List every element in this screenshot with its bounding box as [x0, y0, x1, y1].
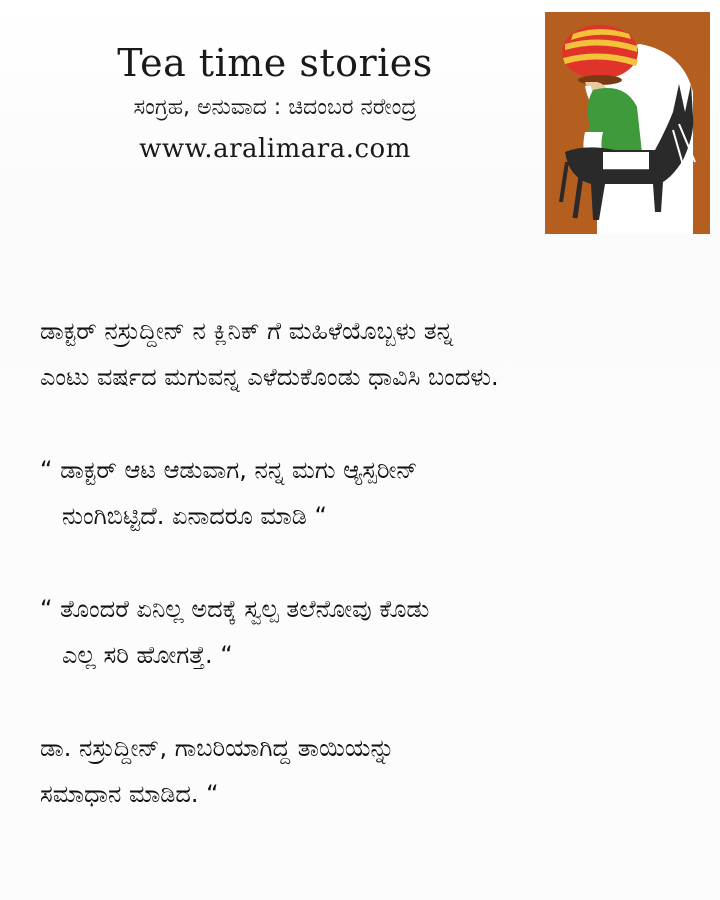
story-line: ಡಾ. ನಸ್ರುದ್ದೀನ್, ಗಾಬರಿಯಾಗಿದ್ದ ತಾಯಿಯನ್ನು [40, 734, 395, 762]
story-body [40, 308, 700, 864]
story-line: ಸಮಾಧಾನ ಮಾಡಿದ. “ [40, 780, 219, 808]
story-line: ನುಂಗಿಬಿಟ್ಟಿದೆ. ಏನಾದರೂ ಮಾಡಿ “ [62, 502, 327, 530]
story-paragraph [40, 447, 700, 539]
page-subtitle: ಸಂಗ್ರಹ, ಅನುವಾದ : ಚಿದಂಬರ ನರೇಂದ್ರ [133, 95, 417, 120]
story-line: ಡಾಕ್ಟರ್ ನಸ್ರುದ್ದೀನ್ ನ ಕ್ಲಿನಿಕ್ ಗೆ ಮಹಿಳೆಯೊಬ್ಬಳು ತನ್ನ [40, 317, 454, 345]
story-paragraph [40, 308, 700, 400]
story-line: “ ತೊಂದರೆ ಏನಿಲ್ಲ ಅದಕ್ಕೆ ಸ್ವಲ್ಪ ತಲೆನೋವು ಕೊಡು [40, 595, 430, 623]
saddle-shape [603, 152, 649, 170]
website-url: www.aralimara.com [139, 134, 411, 164]
nasruddin-on-donkey-illustration [545, 12, 710, 234]
story-line: “ ಡಾಕ್ಟರ್ ಆಟ ಆಡುವಾಗ, ನನ್ನ ಮಗು ಆ್ಯಸ್ಪರೀನ್ [40, 456, 418, 484]
story-paragraph [40, 725, 700, 817]
nasruddin-illustration-svg [545, 12, 710, 234]
story-paragraph [40, 586, 700, 678]
story-line: ಎಲ್ಲ ಸರಿ ಹೋಗತ್ತೆ. “ [62, 641, 233, 669]
story-line: ಎಂಟು ವರ್ಷದ ಮಗುವನ್ನ ಎಳೆದುಕೊಂಡು ಧಾವಿಸಿ ಬಂದಳು. [40, 363, 499, 391]
page-title: Tea time stories [117, 41, 433, 85]
header [40, 38, 510, 168]
